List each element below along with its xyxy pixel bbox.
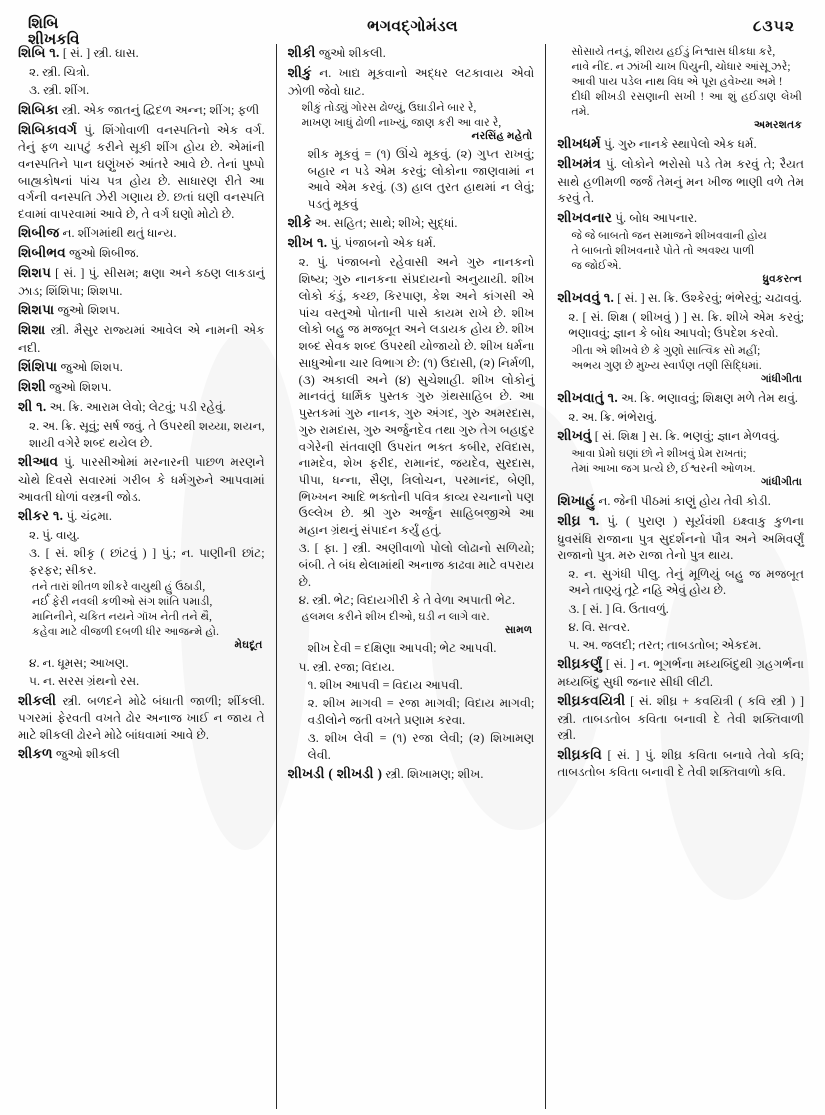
column-2 — [276, 44, 546, 1109]
entry-definition: [ સં. શીઘ્ર + કવયિત્રી ( કવિ સ્ત્રી ) ] સ્ત્રી. તાબડતોબ કવિતા બનાવી દે તેવી શક્તિવાળી સ્ત્રી. — [557, 694, 805, 743]
entry-sense: ૩. સ્ત્રી. શીંગ. — [29, 83, 90, 98]
entry-definition: ન. જેની પીઠમાં કાણું હોય તેવી કોડી. — [598, 494, 771, 509]
headword: શિબિકાવર્ગ — [18, 121, 77, 137]
verse-quotation — [288, 610, 535, 625]
headword: શિબીભવ — [18, 245, 66, 261]
entry-definition: [ સં. ] ન. ભૂગર્ભના મધ્યબિંદુથી ગ્રહગર્ભના મધ્યબિંદુ સુધી જનાર સીધી લીટી. — [557, 657, 804, 689]
verse-quotation — [557, 344, 804, 374]
quote-attribution: ગાંધીગીતા — [761, 373, 803, 385]
entry-definition: જુઓ શીકલી. — [318, 46, 386, 60]
dictionary-entry — [288, 234, 535, 253]
headword: શિખાહું — [557, 493, 596, 509]
entry-definition: [ સં. ] પું. સીસમ; ક્ષણા અને કઠણ લાકડાનું ઝાડ; શિંશિપા; શિશપા. — [18, 266, 265, 299]
dictionary-entry — [557, 692, 804, 744]
entry-definition: જુઓ શિશપ. — [57, 303, 120, 318]
entry-definition: [ સં. ] પું. શીઘ્ર કવિતા બનાવે તેવો કવિ; તાબડતોબ કવિતા બનાવી દે તેવી શક્તિવાળો કવિ. — [557, 747, 805, 780]
dictionary-entry — [557, 492, 804, 511]
verse-line: માનિનીને, ચકિત નયને ગૉખ નેતી તને થૈ, — [32, 611, 212, 624]
headword: શીકલી — [18, 692, 57, 708]
dictionary-entry — [18, 224, 265, 243]
entry-definition: પું. લોકોને ભરોસો પડે તેમ કરવું તે; રૈયત સાથે હળીમળી જર્જ તેમનું મન ખીજ ભાણી વળે તેમ કરવું તે. — [557, 157, 805, 206]
headword: શિશા — [18, 322, 46, 338]
headword: શીખ ૧. — [287, 235, 328, 251]
entry-definition: સ્ત્રી. એક જાતનું દ્વિદળ અન્ન; શીંગ; ફળી — [61, 102, 260, 117]
entry-definition: પું. પંજાબનો એક ધર્મ. — [330, 236, 436, 251]
verse-quotation — [18, 580, 265, 640]
dictionary-entry — [557, 746, 804, 781]
dictionary-entry — [557, 512, 804, 564]
dictionary-entry — [18, 378, 265, 397]
verse-line: માખણ ખાધું ઢોળી નાખ્યું, જાણ કરી આ વાર રે, — [301, 116, 502, 129]
dictionary-entry — [288, 44, 535, 63]
verse-line: તેમાં આખા જગ પ્રત્યે છે, ઈશ્વરની ઓળખ. — [571, 463, 756, 476]
headword: શીઆવ — [18, 454, 59, 470]
verse-quotation — [557, 229, 804, 274]
entry-subsense: શીક મૂકવું = (૧) ઊંચે મૂકવું. (૨) ગુપ્ત રાખવું; બહાર ન પડે એમ કરવું; લોકોના જાણવામાં ન આવે એમ કરવું. (૩) હાલ તુરત હાથમાં ન લેવું; પડતું મૂકવું — [307, 146, 535, 212]
headword: શીખવનાર — [557, 209, 613, 225]
column-1 — [14, 44, 276, 1109]
entry-sense: ૫. સ્ત્રી. રજા; વિદાય. — [298, 659, 395, 674]
headword: શીકું — [287, 65, 312, 81]
verse-line: દીધી શીખડી રસણાની સખી ! આ શું હઈડાણ લેખી તમે. — [571, 91, 803, 118]
verse-quotation — [288, 101, 535, 131]
entry-sense: ૨. ન. સુગંધી પીલુ. તેનું મૂળિયું બહુ જ મજબૂત અને તાણ્યું તૂટે નહિ એવું હોય છે. — [568, 566, 805, 598]
entry-definition: [ સં. ] સ્ત્રી. ઘાસ. — [62, 46, 139, 60]
headword: શીઘ્રકવયિત્રી — [557, 693, 626, 709]
entry-definition: પું. ( પુરાણ ) સૂર્યવંશી ઇક્ષ્વાકુ કુળના ધ્રુવસંધિ રાજાના પુત્ર સુદર્શનનો પૌત્ર અને અમિવર્ણું રાજાનો પુત્ર. મરુ રાજા તેનો પુત્ર થાય. — [557, 514, 805, 563]
entry-sense: ૨. અ. ક્રિ. ભંભેરાવું. — [568, 409, 657, 424]
quote-attribution: મેઘદૂત — [234, 640, 263, 652]
headword: શિશપ — [18, 265, 51, 281]
entry-definition: જુઓ શિશપ. — [60, 360, 123, 375]
entry-sense: ૨. [ સં. શિક્ષ ( શીખવું ) ] સ. ક્રિ. શીખે એમ કરવું; ભણાવવું; જ્ઞાન કે બોધ આપવો; ઉપદેશ કરવો. — [568, 309, 805, 341]
running-head-left-bottom: શીખકવિ — [28, 32, 80, 49]
headword: શીકર ૧. — [18, 507, 64, 523]
columns-container — [14, 44, 815, 1109]
headword: શીખવાતું ૧. — [557, 389, 618, 405]
headword: શિંશિપા — [18, 359, 58, 375]
verse-quotation — [557, 447, 804, 477]
dictionary-entry — [18, 121, 265, 223]
verse-line: તને તારાં શીતળ શીકરે વાયુથી હું ઉઠાડી, — [32, 581, 206, 594]
entry-sense: ૨. પું. પંજાબનો રહેવાસી અને ગુરુ નાનકનો શિષ્ય; ગુરુ નાનકના સંપ્રદાયનો અનુયાયી. શીખ લોકો કંડું, કચ્છ, કિરપાણ, કેશ અને કાંગસી એ પાંચ વસ્તુઓ પોતાની પાસે કાયમ રાખે છે. શીખ લોકો બહુ જ મજબૂત અને લડાયક હોય છે. શીખ શબ્દ સેવક શબ્દ ઉપરથી યોજાયો છે. શીખ ધર્મના સાધુઓના ચાર વિભાગ છે: (૧) ઉદાસી, (૨) નિર્મળી, (૩) અકાલી અને (૪) સુચેશાહી. શીખ લોકોનું માનવંતું ધાર્મિક પુસ્તક ગુરુ ગ્રંથસાહિબ છે. આ પુસ્તકમાં ગુરુ નાનક, ગુરુ અંગદ, ગુરુ અમરદાસ, ગુરુ રામદાસ, ગુરુ અર્જુનદેવ તથા ગુરુ તેગ બહાદુર વગેરેની સંતવાણી ઉપરાંત ભક્ત કબીર, રવિદાસ, નામદેવ, શેખ ફરીદ, રામાનંદ, જયદેવ, સુરદાસ, પીપા, ધન્ના, સૈણ, ત્રિલોચન, પરમાનંદ, બેણી, ભિખ્ખન આદિ ભક્તોની પવિત્ર કાવ્ય રચનાનો પણ ઉલ્લેખ છે. શ્રી ગુરુ અર્જુન સાહિબજીએ આ મહાન ગ્રંથનું સંપાદન કર્યું હતું. — [298, 255, 535, 538]
entry-definition: પું. પારસીઓમાં મરનારની પાછળ મરણને ચોથે દિવસે સવારમાં ગરીબ કે ધર્મગુરુને આપવામાં આવતી ધોળાં વસ્ત્રની જોડ. — [18, 455, 265, 504]
verse-line: કહેવા માટે વીજળી દબળી ધીર આજન્મે હો. — [32, 626, 219, 639]
dictionary-entry — [557, 655, 804, 690]
running-head-left-top: શિબિ — [28, 16, 59, 32]
entry-definition: અ. ક્રિ. આરામ લેવો; લેટવું; પડી રહેવું. — [49, 400, 226, 415]
dictionary-entry — [557, 389, 804, 408]
verse-line: નર્ઈ ફેરી નવલી કળીઓ સંગ શાંતિ પમાડી, — [32, 596, 213, 609]
dictionary-entry — [18, 745, 265, 764]
quote-attribution: ગાંધીગીતા — [761, 477, 803, 489]
dictionary-entry — [18, 264, 265, 299]
entry-subsense: ૧. શીખ આપવી = વિદાય આપવી. — [307, 677, 463, 692]
dictionary-entry — [557, 427, 804, 446]
quote-attribution: ધ્રુવકરત્ન — [762, 273, 803, 285]
dictionary-entry — [18, 244, 265, 263]
verse-line: નાવે નીંદ. ન ઝાંખી ચાખ પિયુની, ચોધાર આંસૂ ઝરે; — [571, 61, 791, 73]
entry-sense: ૫. અ. જલદી; તરત; તાબડતોબ; એકદમ. — [568, 638, 762, 653]
verse-line: સોસાયે તનડું, શીરાય હઈડું નિશ્વાસ ધીકધા કરે, — [571, 46, 776, 58]
entry-sense: ૪. ન. ધૂમસ; આખણ. — [29, 656, 129, 671]
quote-attribution: નરસિંહ મહેતો — [471, 130, 533, 142]
page-number: ૮૩૫૨ — [752, 18, 795, 35]
verse-line: શીકું તોડ્યું ગોરસ ઢોળ્યું, ઉઘાડીને બાર રે, — [301, 101, 477, 114]
headword: શીખવવું ૧. — [557, 289, 615, 305]
dictionary-entry — [18, 321, 265, 356]
entry-definition: ન. ખાદ્ય મૂકવાનો અદ્ધર લટકાવાય એવો ઝોળી જેવો ઘાટ. — [287, 66, 535, 98]
entry-sense: ૨. સ્ત્રી. ચિત્રો. — [29, 65, 90, 80]
entry-definition: અ. સહિત; સાથે; શીખે; સુદ્ધાં. — [314, 216, 458, 231]
verse-line: આવા પ્રેમો ઘણાં છો ને શીખવું પ્રેમ રાખતાં; — [571, 448, 747, 461]
quote-attribution: અમરશતક — [754, 120, 803, 131]
verse-line: જ જોઈએ. — [571, 259, 622, 272]
dictionary-entry — [288, 765, 535, 784]
headword: શીખડી ( શીખડી ) — [287, 765, 383, 781]
entry-definition: પું. ગુરુ નાનકે સ્થાપેલો એક ધર્મ. — [604, 137, 757, 151]
entry-sense: ૫. ન. સરસ ગ્રંથનો રસ. — [29, 674, 140, 689]
entry-definition: જુઓ શીકલી — [55, 747, 120, 762]
entry-subsense: શીખ દેવી = દક્ષિણા આપવી; ભેટ આપવી. — [307, 641, 497, 656]
entry-sense: ૩. [ ફા. ] સ્ત્રી. અણીવાળો પોલો લોઢાનો સળિયો; બંબી. તે બંધ થેલામાંથી અનાજ કાઢવા માટે વપરાય છે. — [298, 541, 535, 589]
entry-sense: ૩. [ સં. શીકૃ ( છાંટવું ) ] પું.; ન. પાણીની છાંટ; ફરફર; સીકર. — [29, 546, 265, 577]
dictionary-entry — [18, 398, 265, 417]
entry-definition: સ્ત્રી. શિખામણ; શીખ. — [385, 766, 484, 781]
entry-definition: [ સં. શિક્ષ ] સ. ક્રિ. ભણવું; જ્ઞાન મેળવવું. — [594, 428, 780, 443]
headword: શી ૧. — [18, 399, 47, 415]
entry-definition: જુઓ શિબીજ. — [69, 246, 139, 261]
verse-quotation — [557, 45, 804, 120]
entry-sense: ૨. અ. ક્રિ. સૂવું; સર્ષ જવું. તે ઉપરથી શય્યા, શયન, શાયી વગેરે શબ્દ થયેલ છે. — [29, 419, 265, 451]
dictionary-entry — [18, 101, 265, 120]
entry-definition: [ સં. ] સ. ક્રિ. ઉશ્કેરવું; ભંભેરવું; ચઢાવવું. — [617, 290, 802, 305]
entry-definition: પું. શિંગોવાળી વનસ્પતિનો એક વર્ગ. તેનું ફળ ચાપટું કરીને સૂકી શીંગ હોય છે. એમાંની વનસ્પતિને પાન ઘણુંખરું આંતરે આવે છે. તેનાં પુષ્પો બાહ્યકોષનાં પાંચ પત્ર હોય છે. સાધારણ રીતે આ વર્ગની વનસ્પતિ ઝેરી ગણાય છે. છતાં ઘણી વનસ્પતિ દવામાં વાપરવામાં આવે છે, તે વર્ગ ઘણો મોટો છે. — [18, 122, 265, 222]
dictionary-entry — [557, 209, 804, 228]
dictionary-entry — [557, 155, 804, 207]
entry-subsense: ૩. શીખ લેવી = (૧) રજા લેવી; (૨) શિખામણ લેવી. — [307, 731, 535, 762]
verse-line: જે જે બાબતો જન સમાજને શીખવવાની હોય — [571, 229, 767, 242]
headword: શીઘ્રકર્ણું — [557, 656, 603, 672]
dictionary-entry — [18, 692, 265, 744]
verse-line: તે બાબતો શીખવનારે પોતે તો અવશ્ય પાળી — [571, 244, 755, 257]
quote-attribution: સામળ — [504, 625, 533, 637]
dictionary-entry — [557, 289, 804, 308]
dictionary-entry — [288, 64, 535, 99]
headword: શિશપા — [18, 302, 55, 318]
entry-definition: સ્ત્રી. બળદને મોઢે બંધાતી જાળી; શીંકલી. પગરમાં ફેરવતી વખતે ઢોર અનાજ ખાઈ ન જાય તે માટે શીકલી ઢોરને મોઢે બાંધવામાં આવે છે. — [18, 693, 265, 742]
headword: શીકી — [287, 45, 316, 60]
dictionary-entry — [288, 214, 535, 233]
entry-definition: સ્ત્રી. મૈસુર રાજ્યમાં આવેલ એ નામની એક નદી. — [18, 323, 265, 355]
headword: શિબીજ — [18, 225, 60, 241]
entry-definition: અ. ક્રિ. ભણાવવું; શિક્ષણ મળે તેમ થવું. — [621, 390, 798, 405]
headword: શીખવું — [557, 427, 592, 443]
entry-sense: ૨. પું. વાયુ. — [29, 527, 80, 542]
headword: શીઘ્રકવિ — [557, 746, 602, 762]
entry-definition: ન. શીંગમાંથી થતું ધાન્ય. — [62, 226, 177, 241]
dictionary-entry — [18, 507, 265, 526]
headword: શિબિકા — [18, 101, 59, 117]
column-3 — [545, 44, 815, 1109]
entry-definition: પું. બોધ આપનાર. — [615, 210, 698, 225]
verse-line: ગીતા એ શીખવે છે કે ગુણો સાત્વિક સો મહીં; — [571, 344, 761, 357]
entry-sense: ૩. [ સં. ] વિ. ઉતાવળું. — [568, 601, 669, 616]
headword: શિશી — [18, 379, 46, 395]
headword: શીખમંત્ર — [557, 156, 601, 172]
headword: શીકળ — [18, 746, 53, 762]
entry-sense: ૪. વિ. સત્વર. — [568, 619, 630, 634]
dictionary-entry — [18, 301, 265, 320]
entry-subsense: ૨. શીખ માગવી = રજા માગવી; વિદાય માગવી; વડીલોને જતી વખતે પ્રણામ કરવા. — [307, 696, 535, 727]
headword: શિબિ ૧. — [18, 45, 60, 60]
dictionary-entry — [18, 44, 265, 63]
dictionary-entry — [18, 358, 265, 377]
dictionary-entry — [18, 453, 265, 505]
headword: શીખધર્મ — [557, 136, 601, 151]
book-title: ભગવદ્ગોમંડલ — [367, 18, 458, 35]
headword: શીકે — [287, 215, 312, 231]
entry-definition: જુઓ શિશપ. — [49, 380, 112, 395]
dictionary-entry — [557, 135, 804, 154]
entry-definition: પું. ચંદ્રમા. — [66, 508, 112, 523]
verse-line: અભય ગુણ છે મુખ્ય સ્વાર્પણ તણી સિદ્ધિમાં. — [571, 359, 762, 372]
headword: શીઘ્ર ૧. — [557, 513, 600, 529]
verse-line: હલમલ કરીને શીખ દીઓ, ઘડી ન લાગે વાર. — [301, 611, 490, 624]
entry-sense: ૪. સ્ત્રી. ભેટ; વિદાયગીરી કે તે વેળા અપાતી ભેટ. — [298, 593, 516, 608]
verse-line: આવી પાય પડેલ નાથ વિધ એ પૂરા હવેખ્યા અમે ! — [571, 76, 783, 88]
